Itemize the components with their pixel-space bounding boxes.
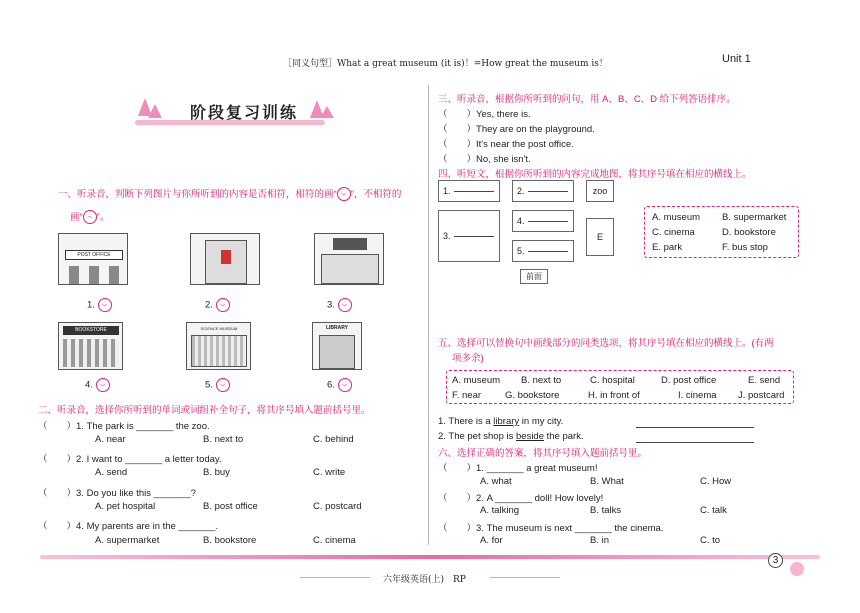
map-box-3[interactable] [438,210,500,262]
sec2-q1[interactable] [38,418,210,432]
option: A. near [95,434,126,445]
picture-num-2 [205,298,230,312]
option: A. supermarket [95,535,160,546]
sec1-title-line2 [70,209,109,224]
sec3-item-4[interactable] [438,151,531,165]
option: B. next to [521,375,562,386]
page-title: 阶段复习训练 [190,105,299,122]
picture-num-4 [85,378,110,392]
question-stem: 1. The park is _______ the zoo. [76,421,210,432]
smiley-answer-icon[interactable]: ⌣ [338,378,352,392]
option: B. next to [203,434,244,445]
option: B. buy [203,467,230,478]
answer-text: They are on the playground. [476,124,595,135]
pic-num: 6. [327,379,335,391]
sec6-q2[interactable] [438,490,603,504]
sec2-q2[interactable] [38,451,222,465]
sec3-item-1[interactable] [438,106,531,120]
map-box-e: E [586,218,614,256]
option: D. bookstore [722,227,776,238]
sec1-title-b: ”，不相符的 [350,189,402,200]
question-stem: 3. The museum is next _______ the cinema. [476,523,664,534]
answer-paren[interactable]: （ ） [438,493,477,504]
map-box-5[interactable] [512,240,574,262]
option: J. postcard [738,390,785,401]
sec2-title: 二、听录音，选择你所听到的单词或词组补全句子，将其序号填入题前括号里。 [38,405,371,416]
sec6-q3[interactable] [438,520,663,534]
answer-text: Yes, there is. [476,109,531,120]
map-box-zoo: zoo [586,180,614,202]
option: E. park [652,242,683,253]
option: C. hospital [590,375,635,386]
sec5-sentence-1 [438,416,563,427]
map-box-num: 5. [517,246,525,256]
answer-text: No, she isn't. [476,154,531,165]
smiley-happy-icon: ⌣ [337,187,351,201]
sec1-title-a: 一、听录音，判断下列图片与你所听到的内容是否相符，相符的画“ [58,189,337,200]
picture-bookstore [58,322,123,370]
pic-num: 1. [87,299,95,311]
option: C. behind [313,434,354,445]
question-stem: 2. I want to _______ a letter today. [76,454,222,465]
option: B. in [590,535,610,546]
pic-num: 3. [327,299,335,311]
sec3-title: 三、听录音，根据你所听到的问句，用 A、B、C、D 给下列答语排序。 [438,94,736,105]
picture-num-1 [87,298,112,312]
option: A. what [480,476,512,487]
sec1-title-c: 画“ [70,212,83,223]
smiley-answer-icon[interactable]: ⌣ [98,298,112,312]
pic-num: 4. [85,379,93,391]
option: C. write [313,467,346,478]
smiley-answer-icon[interactable]: ⌣ [338,298,352,312]
option: F. bus stop [722,242,768,253]
sec6-q1[interactable] [438,460,597,474]
column-divider [428,85,429,545]
pic-num: 2. [205,299,213,311]
tree-icon [148,104,162,118]
picture-museum [314,233,384,285]
picture-science-museum [186,322,251,370]
sec1-title-d: ”。 [96,212,110,223]
answer-paren[interactable]: （ ） [438,139,477,150]
answer-line-2[interactable] [636,435,754,443]
option: B. post office [203,501,258,512]
science-museum-sign: SCIENCE MUSEUM [200,326,238,331]
picture-num-3 [327,298,352,312]
footer-wave-line [40,555,820,559]
map-box-num: 3. [443,231,451,241]
question-stem: 3. Do you like this _______? [76,488,196,499]
answer-paren[interactable]: （ ） [38,521,77,532]
sentence-text: 1. There is a [438,416,494,427]
option: C. talk [700,505,727,516]
smiley-answer-icon[interactable]: ⌣ [96,378,110,392]
picture-hospital [190,233,260,285]
pic-num: 5. [205,379,213,391]
answer-paren[interactable]: （ ） [38,454,77,465]
map-box-1[interactable] [438,180,500,202]
unit-label: Unit 1 [722,53,751,65]
answer-paren[interactable]: （ ） [438,109,477,120]
answer-paren[interactable]: （ ） [438,154,477,165]
option: C. cinema [652,227,695,238]
post-office-sign: POST OFFICE [65,250,123,260]
map-front-label: 前面 [520,269,548,284]
option: A. for [480,535,503,546]
answer-paren[interactable]: （ ） [438,124,477,135]
sec5-title: 五、选择可以替换句中画线部分的同类选项，将其序号填在相应的横线上。(有两 [438,338,774,349]
sec2-q4[interactable] [38,518,218,532]
footer-line-left [300,577,370,578]
sentence-text: in my city. [519,416,564,427]
map-box-num: 2. [517,186,525,196]
answer-paren[interactable]: （ ） [38,488,77,499]
smiley-answer-icon[interactable]: ⌣ [216,378,230,392]
option: F. near [452,390,482,401]
library-sign: LIBRARY [325,325,349,331]
sec3-item-2[interactable] [438,121,595,135]
question-stem: 4. My parents are in the _______. [76,521,219,532]
underlined-word: beside [516,431,544,442]
option: A. museum [652,212,701,223]
option: G. bookstore [505,390,560,401]
option: A. talking [480,505,520,516]
map-box-4[interactable] [512,210,574,232]
option: H. in front of [588,390,640,401]
option: B. supermarket [722,212,787,223]
option: B. What [590,476,624,487]
option: A. museum [452,375,501,386]
answer-line-1[interactable] [636,420,754,428]
option: A. pet hospital [95,501,156,512]
flower-icon [790,562,804,576]
option: E. send [748,375,781,386]
option: D. post office [661,375,717,386]
option: B. bookstore [203,535,257,546]
footer-text: 六年级英语(上) RP [383,575,466,585]
sec5-title-line2: 项多余) [452,353,484,364]
header-note: ［同义句型］What a great museum (it is)！=How great the museum is！ [283,59,608,69]
option: C. How [700,476,732,487]
sec4-title: 四、听短文，根据你所听到的内容完成地图，将其序号填在相应的横线上。 [438,169,752,180]
sentence-text: the park. [544,431,584,442]
answer-paren[interactable]: （ ） [438,463,477,474]
map-box-num: 4. [517,216,525,226]
picture-num-6 [327,378,352,392]
answer-paren[interactable]: （ ） [38,421,77,432]
map-box-num: 1. [443,186,451,196]
option: C. cinema [313,535,356,546]
option: B. talks [590,505,622,516]
question-stem: 2. A _______ doll! How lovely! [476,493,604,504]
option: C. to [700,535,721,546]
sec5-sentence-2 [438,431,584,442]
page-number: 3 [768,553,783,568]
picture-library [312,322,362,370]
bookstore-sign: BOOKSTORE [63,326,119,335]
picture-num-5 [205,378,230,392]
sec3-item-3[interactable] [438,136,574,150]
tree-icon [320,106,334,118]
sentence-text: 2. The pet shop is [438,431,516,442]
question-stem: 1. _______ a great museum! [476,463,598,474]
smiley-sad-icon: ⌢ [83,210,97,224]
answer-text: It's near the post office. [476,139,574,150]
footer-line-right [490,577,560,578]
option: A. send [95,467,128,478]
sec6-title: 六、选择正确的答案，将其序号填入题前括号里。 [438,448,648,459]
sec1-title [58,186,401,201]
option: C. postcard [313,501,362,512]
sec2-q3[interactable] [38,485,196,499]
smiley-answer-icon[interactable]: ⌣ [216,298,230,312]
option: I. cinema [678,390,717,401]
answer-paren[interactable]: （ ） [438,523,477,534]
underlined-word: library [493,416,520,427]
map-box-2[interactable] [512,180,574,202]
picture-post-office [58,233,128,285]
